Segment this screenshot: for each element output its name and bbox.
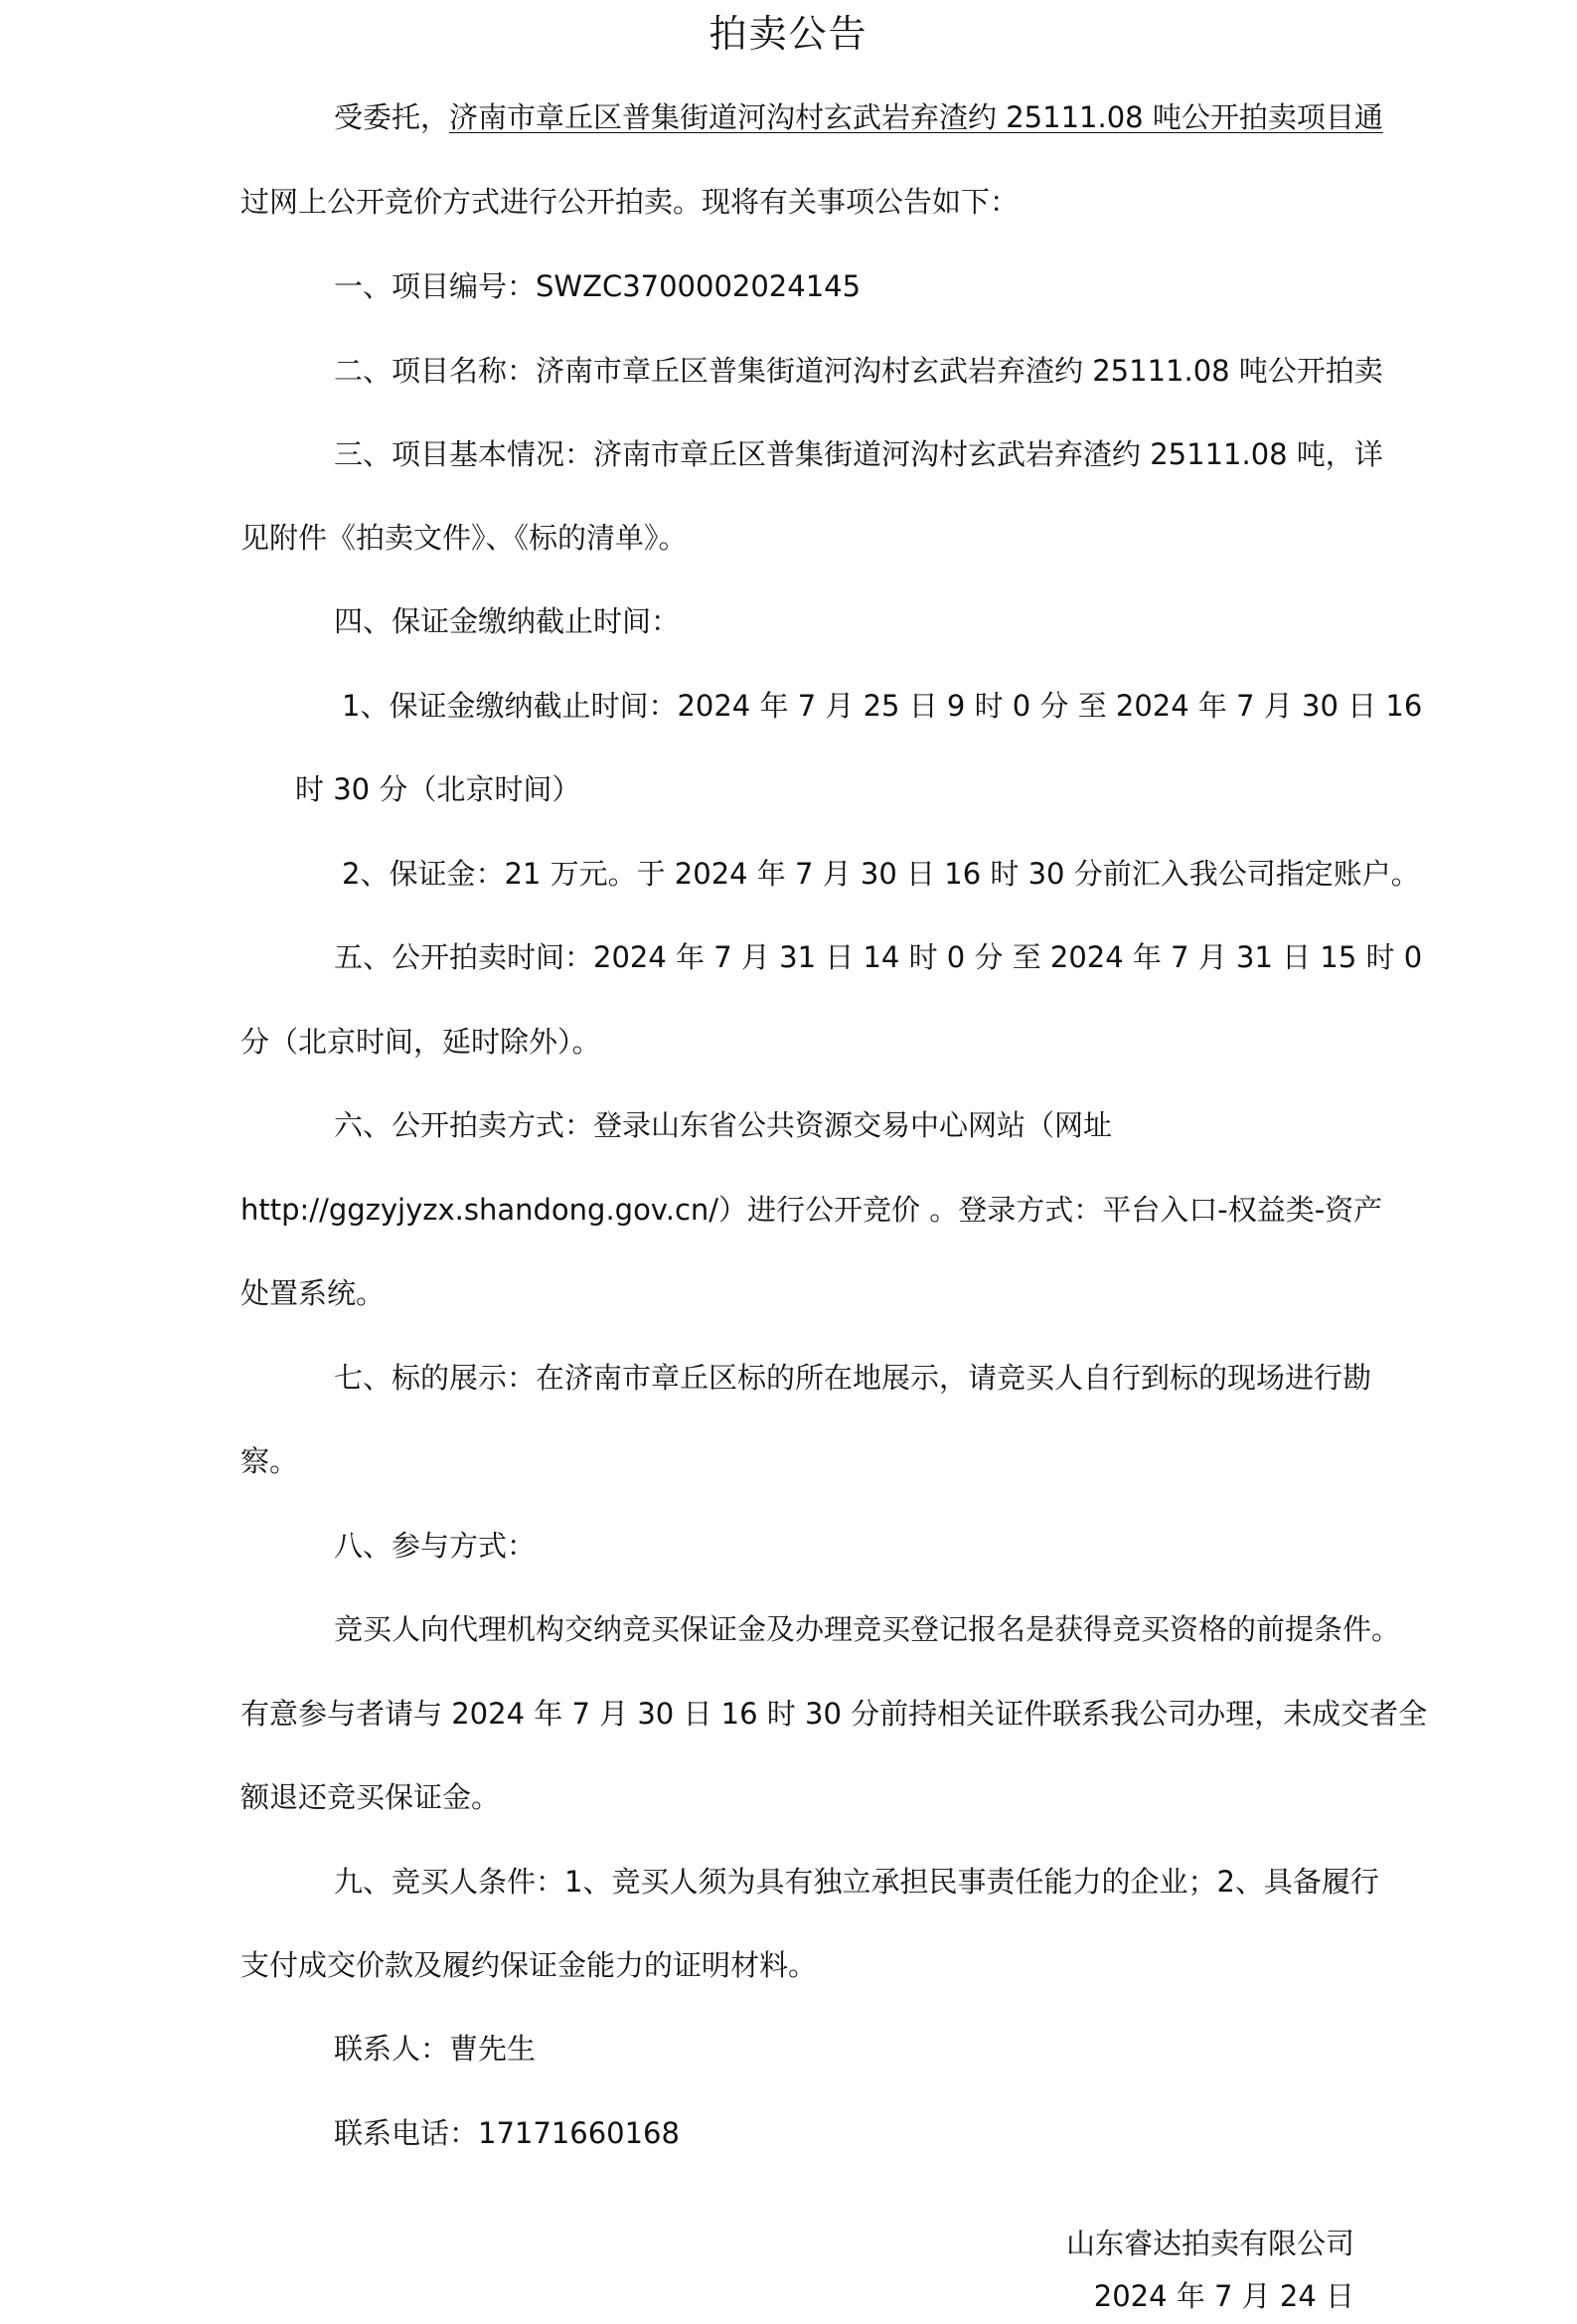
item-project-name: 二、项目名称：济南市章丘区普集街道河沟村玄武岩弃渣约 25111.08 吨公开拍卖	[334, 354, 1383, 388]
auction-time-line-2: 分（北京时间，延时除外）。	[240, 1025, 601, 1059]
item-project-number: 一、项目编号：SWZC3700002024145	[334, 269, 862, 303]
participation-line-3: 额退还竞买保证金。	[240, 1780, 501, 1814]
notice-date: 2024 年 7 月 24 日	[1093, 2279, 1354, 2313]
display-line-2: 察。	[240, 1444, 299, 1478]
deposit-deadline-line-2: 时 30 分（北京时间）	[295, 772, 581, 806]
page-title: 拍卖公告	[709, 12, 868, 56]
display-line-1: 七、标的展示：在济南市章丘区标的所在地展示，请竞买人自行到标的现场进行勘	[334, 1361, 1372, 1395]
contact-person: 联系人：曹先生	[334, 2032, 537, 2066]
bidder-conditions-line-2: 支付成交价款及履约保证金能力的证明材料。	[240, 1948, 818, 1982]
bidder-conditions-line-1: 九、竞买人条件：1、竞买人须为具有独立承担民事责任能力的企业；2、具备履行	[334, 1865, 1379, 1899]
auction-time-line-1: 五、公开拍卖时间：2024 年 7 月 31 日 14 时 0 分 至 2024 年 7 月 31 日 15 时 0	[334, 940, 1423, 974]
intro-line-1	[334, 97, 1383, 137]
intro-line-2: 过网上公开竞价方式进行公开拍卖。现将有关事项公告如下：	[240, 185, 1020, 219]
participation-heading: 八、参与方式：	[334, 1529, 537, 1563]
auction-method-line-2: http://ggzyjyzx.shandong.gov.cn/）进行公开竞价 。登录方式：平台入口-权益类-资产	[240, 1193, 1383, 1227]
item-basic-info-line-1: 三、项目基本情况：济南市章丘区普集街道河沟村玄武岩弃渣约 25111.08 吨，详	[334, 437, 1383, 471]
project-name-underlined: 济南市章丘区普集街道河沟村玄武岩弃渣约 25111.08 吨公开拍卖项目通	[449, 100, 1383, 134]
company-signature: 山东睿达拍卖有限公司	[1065, 2227, 1354, 2260]
deposit-amount: 2、保证金：21 万元。于 2024 年 7 月 30 日 16 时 30 分前汇入我公司指定账户。	[342, 857, 1420, 891]
deposit-deadline-line-1: 1、保证金缴纳截止时间：2024 年 7 月 25 日 9 时 0 分 至 2024 年 7 月 30 日 16	[342, 689, 1423, 723]
item-deposit-heading: 四、保证金缴纳截止时间：	[334, 604, 681, 638]
auction-method-line-3: 处置系统。	[240, 1276, 386, 1310]
contact-phone: 联系电话：17171660168	[334, 2116, 680, 2150]
intro-prefix: 受委托，	[334, 100, 450, 134]
item-basic-info-line-2: 见附件《拍卖文件》、《标的清单》。	[240, 521, 688, 555]
participation-line-2: 有意参与者请与 2024 年 7 月 30 日 16 时 30 分前持相关证件联系我公司办理，未成交者全	[240, 1697, 1428, 1731]
participation-line-1: 竞买人向代理机构交纳竞买保证金及办理竞买登记报名是获得竞买资格的前提条件。	[334, 1612, 1401, 1646]
auction-method-line-1: 六、公开拍卖方式：登录山东省公共资源交易中心网站（网址	[334, 1108, 1113, 1142]
